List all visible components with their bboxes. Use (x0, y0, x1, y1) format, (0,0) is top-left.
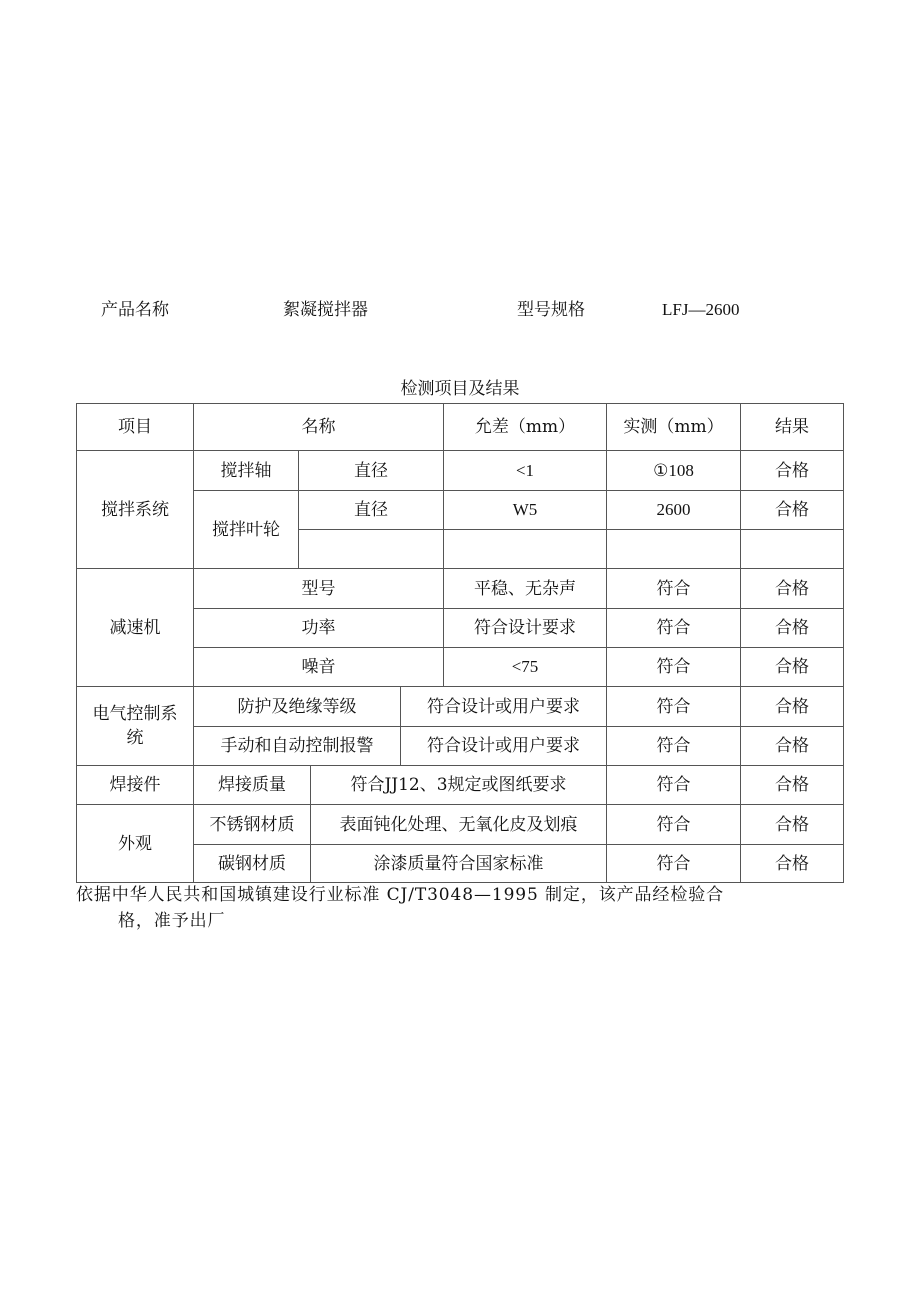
product-name-value: 絮凝搅拌器 (283, 300, 368, 320)
group-label-appearance: 外观 (76, 804, 194, 883)
electrical-measured-cell: 符合 (606, 686, 741, 727)
model-label: 型号规格 (517, 300, 585, 320)
reducer-measured-cell: 符合 (606, 568, 741, 609)
impeller-name-cell: 直径 (298, 490, 444, 530)
welding-measured-cell: 符合 (606, 765, 741, 805)
reducer-measured-cell: 符合 (606, 647, 741, 687)
column-header-result: 结果 (740, 403, 844, 451)
appearance-name-cell: 碳钢材质 (193, 844, 311, 883)
column-header-tolerance: 允差（mm） (443, 403, 607, 451)
empty-cell (606, 529, 741, 569)
column-header-measured: 实测（mm） (606, 403, 741, 451)
column-header-item: 项目 (76, 403, 194, 451)
electrical-name-cell: 手动和自动控制报警 (193, 726, 401, 766)
empty-cell (740, 529, 844, 569)
empty-cell (443, 529, 607, 569)
shaft-name-cell: 直径 (298, 450, 444, 491)
appearance-tolerance-cell: 表面钝化处理、无氧化皮及划痕 (310, 804, 607, 845)
group-label-reducer: 减速机 (76, 568, 194, 687)
reducer-result-cell: 合格 (740, 608, 844, 648)
electrical-result-cell: 合格 (740, 726, 844, 766)
reducer-name-cell: 功率 (193, 608, 444, 648)
impeller-result-cell: 合格 (740, 490, 844, 530)
group-label-electrical: 电气控制系统 (76, 686, 194, 766)
shaft-result-cell: 合格 (740, 450, 844, 491)
appearance-tolerance-cell: 涂漆质量符合国家标准 (310, 844, 607, 883)
model-value: LFJ—2600 (662, 300, 740, 319)
standard-note-line-2: 格，准予出厂 (118, 911, 226, 931)
welding-result-cell: 合格 (740, 765, 844, 805)
welding-tolerance-cell: 符合JJ12、3规定或图纸要求 (310, 765, 607, 805)
empty-cell (298, 529, 444, 569)
table-caption: 检测项目及结果 (400, 379, 520, 399)
appearance-result-cell: 合格 (740, 804, 844, 845)
appearance-measured-cell: 符合 (606, 804, 741, 845)
reducer-tolerance-cell: 平稳、无杂声 (443, 568, 607, 609)
reducer-result-cell: 合格 (740, 568, 844, 609)
appearance-measured-cell: 符合 (606, 844, 741, 883)
reducer-tolerance-cell: 符合设计要求 (443, 608, 607, 648)
group-label-mixing-system: 搅拌系统 (76, 450, 194, 569)
reducer-name-cell: 噪音 (193, 647, 444, 687)
electrical-tolerance-cell: 符合设计或用户要求 (400, 726, 607, 766)
shaft-tolerance-cell: <1 (443, 450, 607, 491)
appearance-result-cell: 合格 (740, 844, 844, 883)
part-label-impeller: 搅拌叶轮 (193, 490, 299, 569)
reducer-measured-cell: 符合 (606, 608, 741, 648)
electrical-result-cell: 合格 (740, 686, 844, 727)
column-header-name: 名称 (193, 403, 444, 451)
standard-note (76, 882, 844, 934)
shaft-measured-cell: ①108 (606, 450, 741, 491)
impeller-measured-cell: 2600 (606, 490, 741, 530)
electrical-measured-cell: 符合 (606, 726, 741, 766)
electrical-tolerance-cell: 符合设计或用户要求 (400, 686, 607, 727)
part-label-shaft: 搅拌轴 (193, 450, 299, 491)
reducer-result-cell: 合格 (740, 647, 844, 687)
appearance-name-cell: 不锈钢材质 (193, 804, 311, 845)
welding-name-cell: 焊接质量 (193, 765, 311, 805)
reducer-name-cell: 型号 (193, 568, 444, 609)
standard-note-line-1: 依据中华人民共和国城镇建设行业标准 CJ/T3048—1995 制定，该产品经检验合 (76, 885, 725, 905)
electrical-name-cell: 防护及绝缘等级 (193, 686, 401, 727)
product-name-label: 产品名称 (101, 300, 169, 320)
group-label-welding: 焊接件 (76, 765, 194, 805)
reducer-tolerance-cell: <75 (443, 647, 607, 687)
impeller-tolerance-cell: W5 (443, 490, 607, 530)
